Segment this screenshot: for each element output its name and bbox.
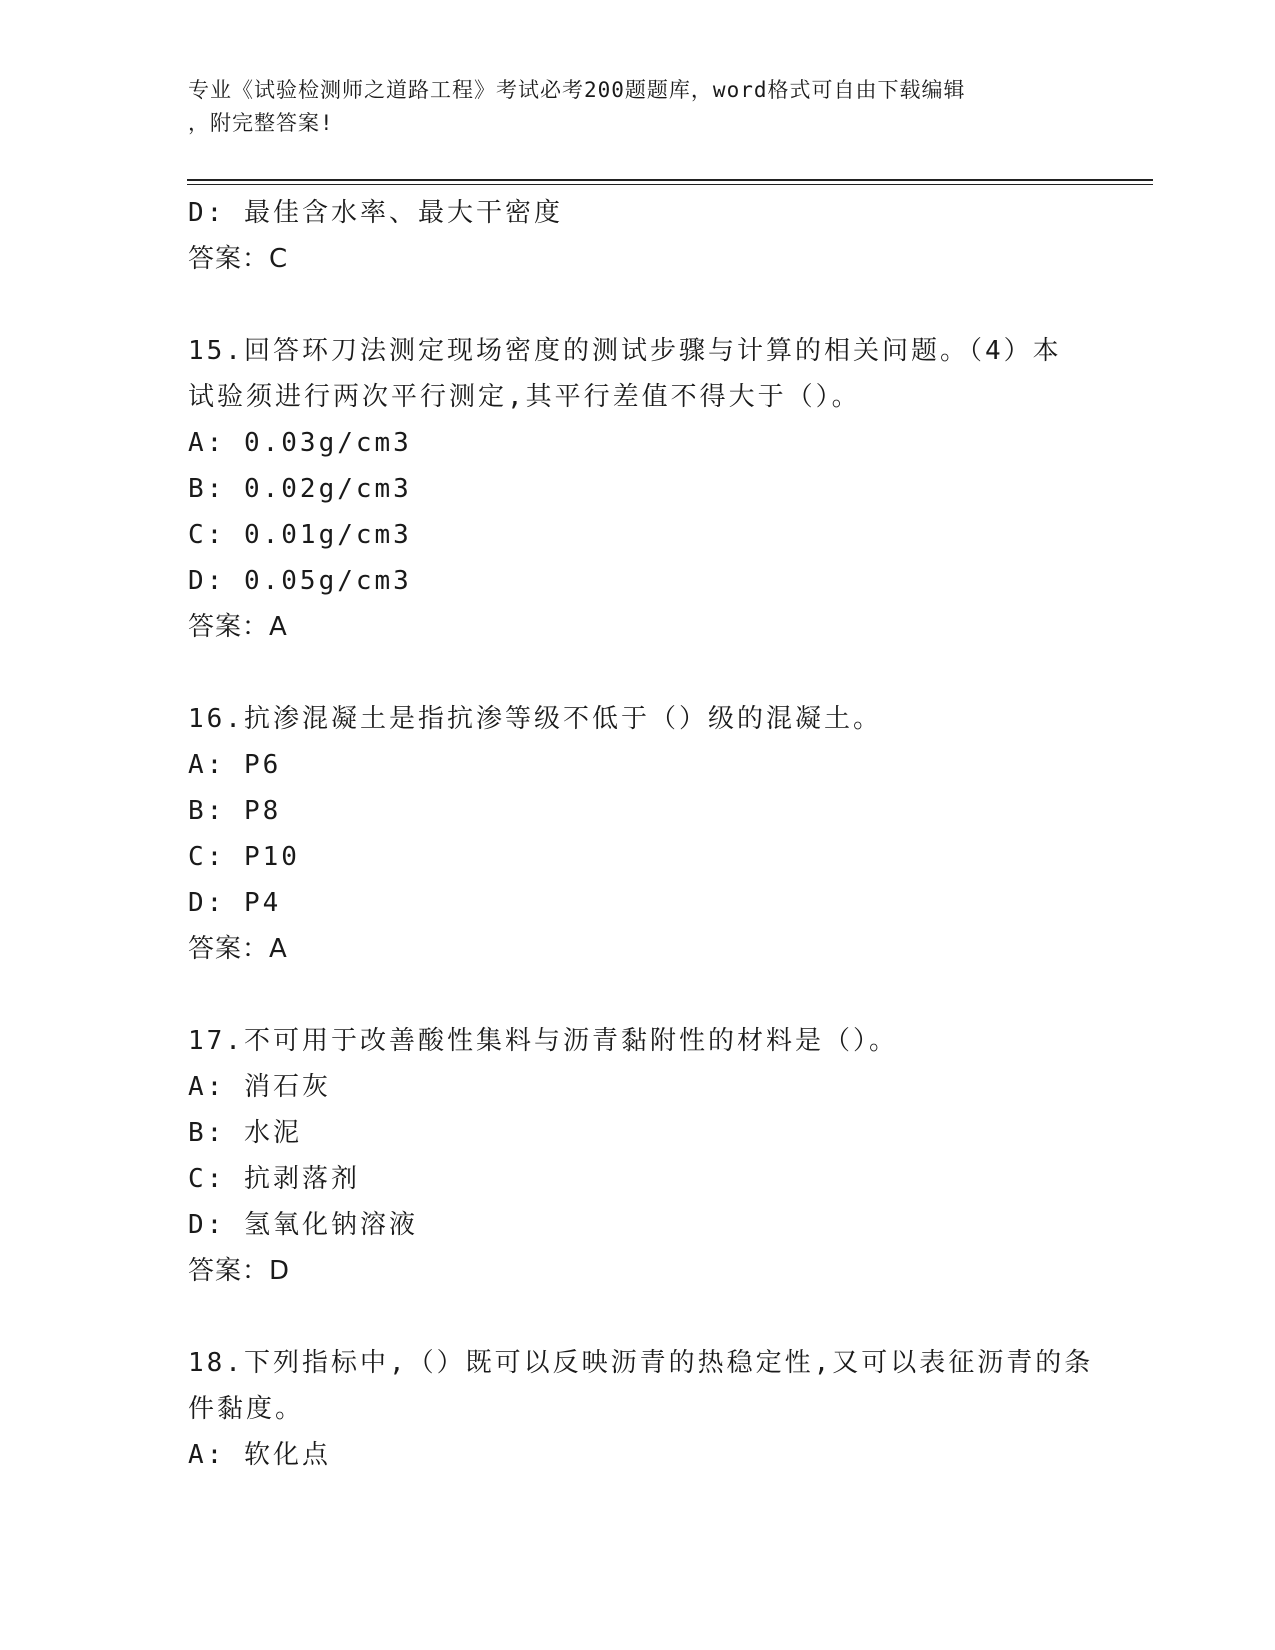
- answer: 答案：A: [188, 934, 288, 964]
- option-a: A: 软化点: [188, 1440, 331, 1470]
- answer: 答案：D: [188, 1256, 291, 1286]
- option-b: B: 水泥: [188, 1118, 302, 1148]
- question-stem-line: 16.抗渗混凝土是指抗渗等级不低于（）级的混凝土。: [188, 704, 882, 734]
- question-18: [188, 1340, 1094, 1478]
- option-b: B: P8: [188, 796, 282, 826]
- spacer: [188, 1294, 1088, 1340]
- header-divider-thin: [187, 184, 1153, 185]
- prev-question-answer: 答案：C: [188, 244, 289, 274]
- question-stem-line: 15.回答环刀法测定现场密度的测试步骤与计算的相关问题。（4）本: [188, 336, 1062, 366]
- option-a: A: 0.03g/cm3: [188, 428, 412, 458]
- option-a: A: 消石灰: [188, 1072, 331, 1102]
- spacer: [188, 972, 1088, 1018]
- option-d: D: P4: [188, 888, 282, 918]
- question-stem-line: 17.不可用于改善酸性集料与沥青黏附性的材料是（）。: [188, 1026, 898, 1056]
- option-d: D: 0.05g/cm3: [188, 566, 412, 596]
- header-divider-thick: [187, 179, 1153, 181]
- prev-question-option-d: D: 最佳含水率、最大干密度: [188, 198, 563, 228]
- question-16: [188, 696, 1088, 972]
- option-b: B: 0.02g/cm3: [188, 474, 412, 504]
- header-title-line-2: ，附完整答案!: [188, 111, 334, 135]
- header-title-line-1: 专业《试验检测师之道路工程》考试必考200题题库，word格式可自由下载编辑: [188, 78, 966, 102]
- question-list: [188, 190, 1094, 1478]
- question-stem-line: 试验须进行两次平行测定,其平行差值不得大于（）。: [188, 382, 861, 412]
- question-stem-line: 18.下列指标中,（）既可以反映沥青的热稳定性,又可以表征沥青的条: [188, 1348, 1094, 1378]
- option-c: C: 抗剥落剂: [188, 1164, 360, 1194]
- spacer: [188, 650, 1088, 696]
- spacer: [188, 282, 1088, 328]
- option-c: C: 0.01g/cm3: [188, 520, 412, 550]
- question-stem-line: 件黏度。: [188, 1394, 305, 1424]
- option-d: D: 氢氧化钠溶液: [188, 1210, 418, 1240]
- question-15: [188, 328, 1088, 650]
- answer: 答案：A: [188, 612, 288, 642]
- document-header: [188, 74, 1088, 140]
- question-17: [188, 1018, 1088, 1294]
- option-a: A: P6: [188, 750, 282, 780]
- option-c: C: P10: [188, 842, 300, 872]
